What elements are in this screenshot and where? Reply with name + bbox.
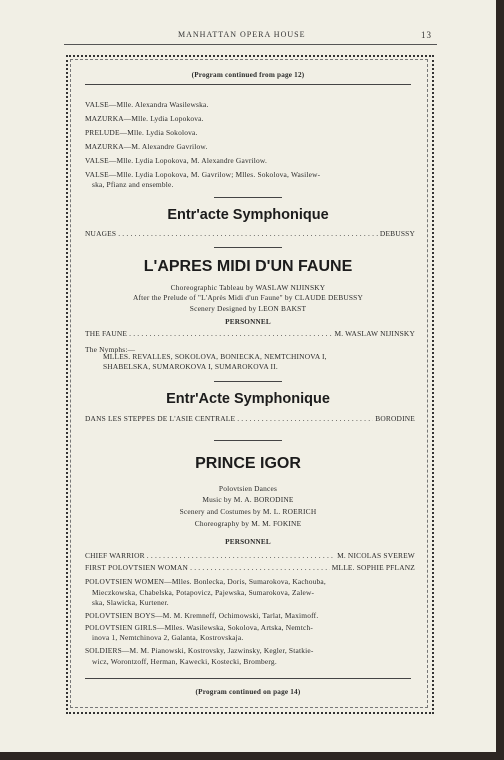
igor-credit: Choreography by M. M. FOKINE bbox=[194, 519, 302, 528]
ensemble-line: ska, Slawicka, Kurtener. bbox=[92, 598, 169, 607]
dance-line: VALSE—Mlle. Alexandra Wasilewska. bbox=[85, 100, 209, 109]
dot-leader bbox=[118, 229, 378, 238]
role-name: FIRST POLOVTSIEN WOMAN bbox=[85, 563, 189, 572]
ensemble-line: POLOVTSIEN GIRLS—Mlles. Wasilewska, Sokolova, Artska, Nemtch- bbox=[85, 623, 314, 632]
entracte-line bbox=[85, 229, 415, 238]
header-title: MANHATTAN OPERA HOUSE bbox=[178, 30, 306, 39]
faune-role bbox=[85, 329, 415, 338]
entracte-line bbox=[85, 414, 415, 423]
page-bottom-shadow bbox=[0, 752, 504, 760]
short-rule bbox=[214, 247, 282, 248]
entracte-composer: BORODINE bbox=[375, 414, 415, 423]
igor-role bbox=[85, 551, 415, 560]
dot-leader bbox=[237, 414, 373, 423]
header-rule bbox=[64, 44, 437, 45]
section-rule bbox=[85, 84, 411, 85]
personnel-label: PERSONNEL bbox=[225, 538, 271, 546]
entracte-piece: DANS LES STEPPES DE L'ASIE CENTRALE bbox=[85, 414, 236, 423]
ensemble-line: SOLDIERS—M. M. Pianowski, Kostrovsky, Jazwinsky, Kegler, Statkie- bbox=[85, 646, 314, 655]
short-rule bbox=[214, 381, 282, 382]
entracte-heading: Entr'acte Symphonique bbox=[167, 207, 329, 223]
continued-from: (Program continued from page 12) bbox=[191, 71, 305, 79]
role-name: THE FAUNE bbox=[85, 329, 128, 338]
nymphs-label: The Nymphs:— bbox=[85, 345, 136, 354]
igor-title: PRINCE IGOR bbox=[195, 455, 301, 472]
role-performer: M. WASLAW NIJINSKY bbox=[334, 329, 415, 338]
dance-line: PRELUDE—Mlle. Lydia Sokolova. bbox=[85, 128, 198, 137]
dance-line: MAZURKA—M. Alexandre Gavrilow. bbox=[85, 142, 208, 151]
faune-credit: Scenery Designed by LEON BAKST bbox=[189, 304, 307, 313]
nymphs-line: SHABELSKA, SUMAROKOVA I, SUMAROKOVA II. bbox=[103, 362, 278, 371]
dot-leader bbox=[147, 551, 335, 560]
igor-credit: Polovtsien Dances bbox=[218, 484, 278, 493]
dance-line: VALSE—Mlle. Lydia Lopokova, M. Alexandre Gavrilow. bbox=[85, 156, 268, 165]
short-rule bbox=[214, 197, 282, 198]
dance-line: ska, Pfianz and ensemble. bbox=[92, 180, 174, 189]
ensemble-line: POLOVTSIEN WOMEN—Mlles. Bonlecka, Doris, Sumarokova, Kachouba, bbox=[85, 577, 326, 586]
short-rule bbox=[214, 440, 282, 441]
dance-line: VALSE—Mlle. Lydia Lopokova, M. Gavrilow; Mlles. Sokolova, Wasilew- bbox=[85, 170, 321, 179]
role-performer: MLLE. SOPHIE PFLANZ bbox=[331, 563, 415, 572]
nymphs-line: MLLES. REVALLES, SOKOLOVA, BONIECKA, NEMTCHINOVA I, bbox=[103, 352, 327, 361]
continued-on: (Program continued on page 14) bbox=[195, 688, 301, 696]
personnel-label: PERSONNEL bbox=[225, 318, 271, 326]
faune-credit: After the Prelude of "L'Après Midi d'un Faune" by CLAUDE DEBUSSY bbox=[132, 293, 364, 302]
igor-credit: Scenery and Costumes by M. L. ROERICH bbox=[179, 507, 317, 516]
ensemble-line: Mieczkowska, Chabelska, Potapovicz, Pajewska, Sumarokova, Zalew- bbox=[92, 588, 315, 597]
role-name: CHIEF WARRIOR bbox=[85, 551, 145, 560]
role-performer: M. NICOLAS SVEREW bbox=[337, 551, 415, 560]
section-rule bbox=[85, 678, 411, 679]
page-edge-shadow bbox=[496, 0, 504, 760]
entracte-piece: NUAGES bbox=[85, 229, 117, 238]
igor-credit: Music by M. A. BORODINE bbox=[202, 495, 294, 504]
ensemble-line: POLOVTSIEN BOYS—M. M. Kremneff, Ochimowski, Tarlat, Maximoff. bbox=[85, 611, 319, 620]
faune-credit: Choreographic Tableau by WASLAW NIJINSKY bbox=[170, 283, 326, 292]
ensemble-line: wicz, Worontzoff, Herman, Kawecki, Kostecki, Bromberg. bbox=[92, 657, 277, 666]
entracte-composer: DEBUSSY bbox=[379, 229, 415, 238]
dot-leader bbox=[190, 563, 330, 572]
entracte-heading: Entr'Acte Symphonique bbox=[166, 391, 330, 407]
ensemble-line: inova 1, Nemtchinova 2, Galanta, Kostrovskaja. bbox=[92, 633, 244, 642]
faune-title: L'APRES MIDI D'UN FAUNE bbox=[143, 258, 353, 275]
dance-line: MAZURKA—Mlle. Lydia Lopokova. bbox=[85, 114, 204, 123]
igor-role bbox=[85, 563, 415, 572]
dot-leader bbox=[129, 329, 332, 338]
page-number: 13 bbox=[421, 30, 432, 40]
